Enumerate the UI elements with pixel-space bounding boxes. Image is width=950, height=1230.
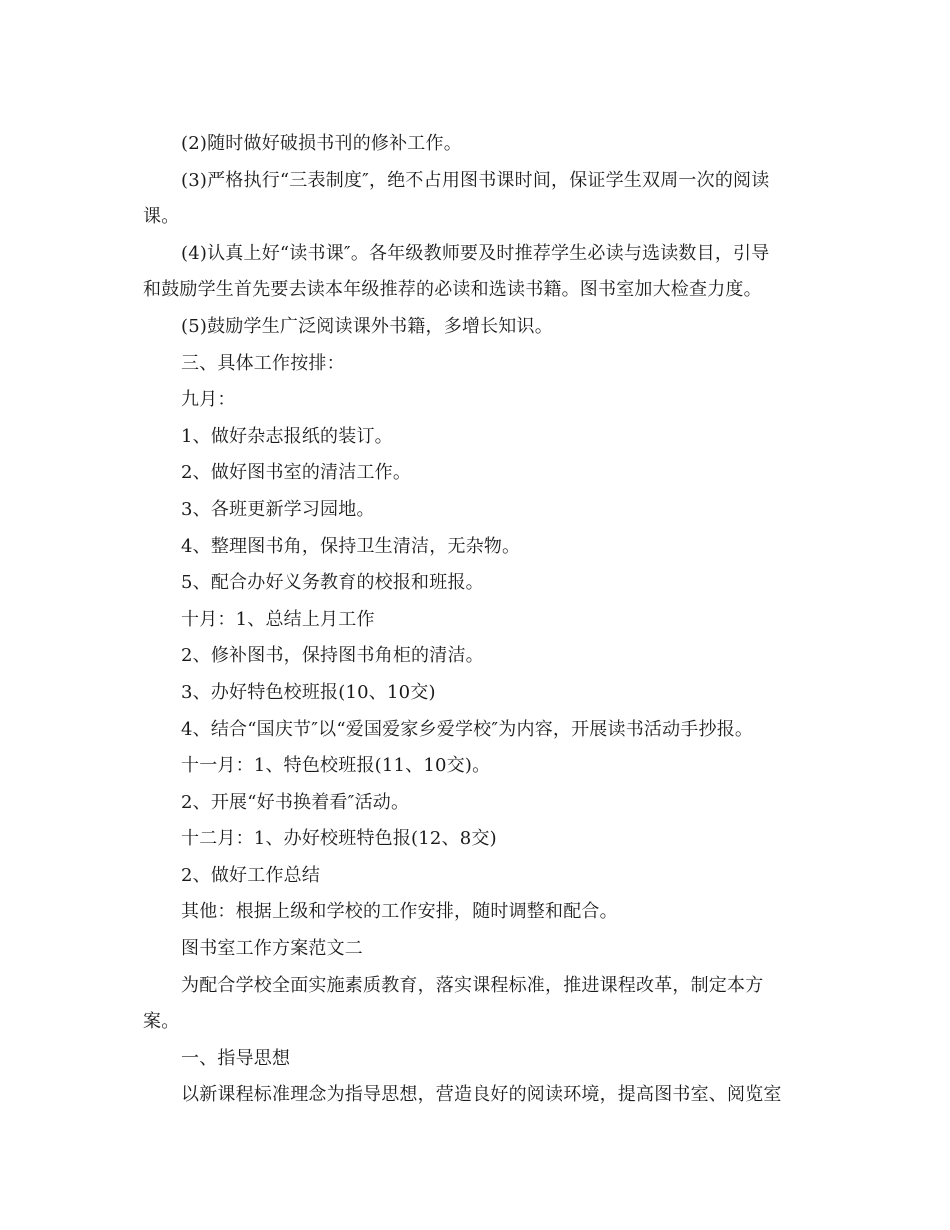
text-line: 其他：根据上级和学校的工作安排，随时调整和配合。 <box>181 901 618 923</box>
text-line: 和鼓励学生首先要去读本年级推荐的必读和选读书籍。图书室加大检查力度。 <box>143 279 762 301</box>
list-item: 5、配合办好义务教育的校报和班报。 <box>181 572 484 594</box>
text-line: 案。 <box>143 1011 180 1033</box>
document-subtitle: 图书室工作方案范文二 <box>181 938 363 960</box>
list-item: 4、结合“国庆节″以“爱国爱家乡爱学校″为内容，开展读书活动手抄报。 <box>181 718 754 740</box>
list-item: 4、整理图书角，保持卫生清洁，无杂物。 <box>181 535 521 557</box>
list-item: 3、办好特色校班报(10、10交) <box>181 681 436 703</box>
list-item: 2、做好工作总结 <box>181 864 321 886</box>
list-item: 2、做好图书室的清洁工作。 <box>181 462 412 484</box>
list-item: 1、做好杂志报纸的装订。 <box>181 425 393 447</box>
list-item: 3、各班更新学习园地。 <box>181 498 375 520</box>
month-heading: 十二月：1、办好校班特色报(12、8交) <box>181 828 497 850</box>
section-heading: 三、具体工作按排： <box>181 352 345 374</box>
list-item: 2、开展“好书换着看″活动。 <box>181 791 410 813</box>
month-heading: 九月： <box>181 389 236 411</box>
text-line: (4)认真上好“读书课″。各年级教师要及时推荐学生必读与选读数目，引导 <box>181 242 770 264</box>
text-line: (5)鼓励学生广泛阅读课外书籍，多增长知识。 <box>181 315 553 337</box>
section-heading: 一、指导思想 <box>181 1047 291 1069</box>
month-heading: 十月：1、总结上月工作 <box>181 608 375 630</box>
month-heading: 十一月：1、特色校班报(11、10交)。 <box>181 755 491 777</box>
text-line: 为配合学校全面实施素质教育，落实课程标准，推进课程改革，制定本方 <box>181 974 764 996</box>
text-line: (3)严格执行“三表制度″，绝不占用图书课时间，保证学生双周一次的阅读 <box>181 169 770 191</box>
text-line: 以新课程标准理念为指导思想，营造良好的阅读环境，提高图书室、阅览室 <box>181 1084 782 1106</box>
document-body <box>143 126 803 1114</box>
text-line: (2)随时做好破损书刊的修补工作。 <box>181 133 462 154</box>
list-item: 2、修补图书，保持图书角柜的清洁。 <box>181 645 484 667</box>
text-line: 课。 <box>143 206 180 228</box>
